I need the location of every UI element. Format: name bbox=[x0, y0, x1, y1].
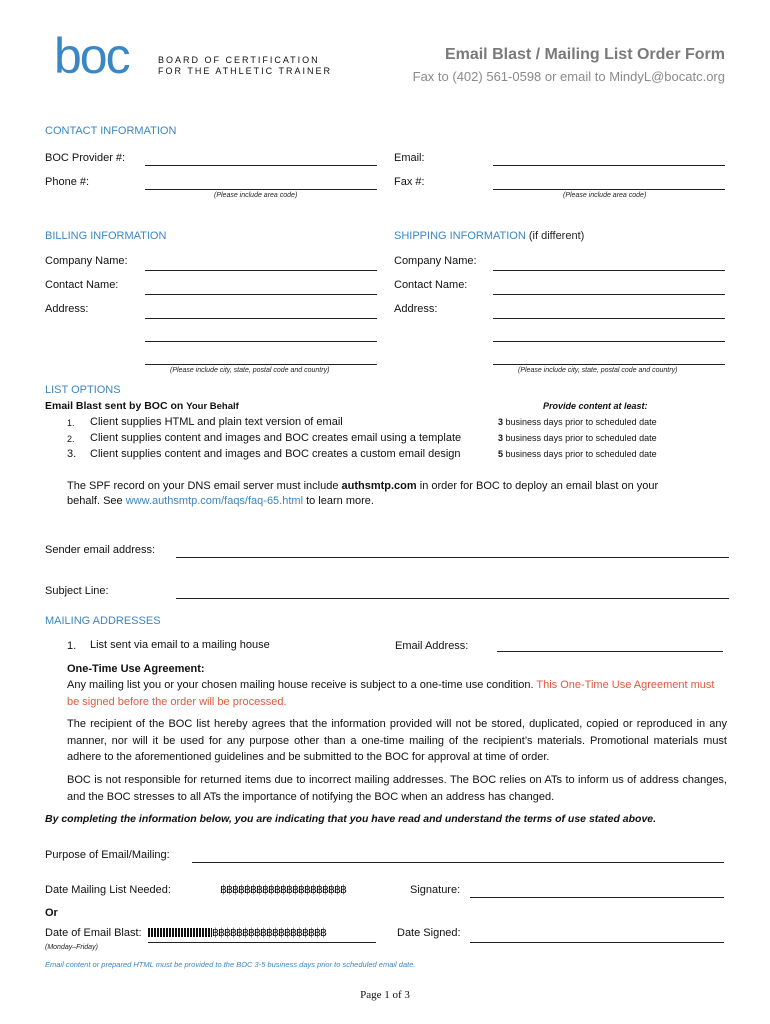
shipping-company-field[interactable] bbox=[493, 270, 725, 271]
spf-note-line-1 bbox=[67, 479, 658, 493]
spf-text-1: The SPF record on your DNS email server must include bbox=[67, 480, 342, 492]
date-needed-label: Date Mailing List Needed: bbox=[45, 884, 171, 896]
spf-text-2: in order for BOC to deploy an email blast on your bbox=[416, 480, 659, 492]
billing-contact-label: Contact Name: bbox=[45, 279, 119, 291]
shipping-address-note: (Please include city, state, postal code and country) bbox=[518, 367, 678, 374]
option-3-days-text: business days prior to scheduled date bbox=[505, 449, 657, 459]
email-label: Email: bbox=[394, 152, 425, 164]
sender-email-label: Sender email address: bbox=[45, 544, 156, 556]
subheading-bold: Email Blast sent by BOC on bbox=[45, 400, 184, 412]
agreement-heading: One-Time Use Agreement: bbox=[67, 663, 205, 675]
logo-line-2: FOR THE ATHLETIC TRAINER bbox=[158, 66, 333, 76]
mailing-item-num: 1. bbox=[67, 640, 77, 652]
form-subtitle: Fax to (402) 561-0598 or email to MindyL@bocatc.org bbox=[412, 69, 725, 84]
mailing-email-label: Email Address: bbox=[395, 640, 469, 652]
option-2-text: Client supplies content and images and BOC creates email using a template bbox=[90, 432, 462, 444]
option-3-days-count: 5 bbox=[498, 449, 504, 459]
page-number: Page 1 of 3 bbox=[360, 989, 410, 1001]
shipping-contact-field[interactable] bbox=[493, 294, 725, 295]
shipping-address-field-1[interactable] bbox=[493, 318, 725, 319]
phone-field[interactable] bbox=[145, 189, 377, 190]
date-blast-underline bbox=[148, 942, 376, 943]
shipping-address-field-2[interactable] bbox=[493, 341, 725, 342]
option-3-num: 3. bbox=[67, 448, 77, 460]
list-options-heading: LIST OPTIONS bbox=[45, 384, 121, 396]
email-field[interactable] bbox=[493, 165, 725, 166]
sender-email-field[interactable] bbox=[176, 557, 729, 558]
billing-address-field-3[interactable] bbox=[145, 364, 377, 365]
contact-heading: CONTACT INFORMATION bbox=[45, 125, 177, 137]
phone-label: Phone #: bbox=[45, 176, 90, 188]
purpose-label: Purpose of Email/Mailing: bbox=[45, 849, 170, 861]
mailing-heading: MAILING ADDRESSES bbox=[45, 615, 161, 627]
spf-text-4: to learn more. bbox=[303, 495, 374, 507]
option-2-days-text: business days prior to scheduled date bbox=[505, 433, 657, 443]
subheading-rest: Your Behalf bbox=[186, 401, 239, 412]
billing-address-field-1[interactable] bbox=[145, 318, 377, 319]
mailing-email-field[interactable] bbox=[497, 651, 723, 652]
option-1-num: 1. bbox=[67, 418, 75, 428]
weekday-note: (Monday–Friday) bbox=[45, 944, 98, 951]
fax-label: Fax #: bbox=[394, 176, 425, 188]
subject-line-field[interactable] bbox=[176, 598, 729, 599]
signature-field[interactable] bbox=[470, 897, 724, 898]
date-signed-field[interactable] bbox=[470, 942, 724, 943]
logo-line-1: BOARD OF CERTIFICATION bbox=[158, 55, 320, 65]
list-options-subheading bbox=[45, 399, 239, 414]
purpose-field[interactable] bbox=[192, 862, 724, 863]
boc-logo bbox=[54, 28, 154, 90]
date-signed-label: Date Signed: bbox=[397, 927, 461, 939]
spf-note-line-2 bbox=[67, 494, 374, 508]
option-1-days-text: business days prior to scheduled date bbox=[505, 417, 657, 427]
option-2-num: 2. bbox=[67, 434, 75, 444]
signature-label: Signature: bbox=[410, 884, 461, 896]
shipping-address-field-3[interactable] bbox=[493, 364, 725, 365]
option-1-days bbox=[498, 417, 657, 427]
agreement-p1-warning: This One-Time Use Agreement must be signed before the order will be processed. bbox=[67, 679, 715, 708]
provide-heading: Provide content at least: bbox=[543, 401, 648, 411]
shipping-company-label: Company Name: bbox=[394, 255, 477, 267]
spf-text-3: behalf. See bbox=[67, 495, 126, 507]
agreement-paragraph-3: BOC is not responsible for returned items due to incorrect mailing addresses. The BOC relies on ATs to inform us of address changes, and the BOC stresses to all ATs the importance of notifying the BOC when an address has changed. bbox=[67, 774, 727, 803]
billing-company-label: Company Name: bbox=[45, 255, 128, 267]
billing-contact-field[interactable] bbox=[145, 294, 377, 295]
billing-company-field[interactable] bbox=[145, 270, 377, 271]
provider-label: BOC Provider #: bbox=[45, 152, 126, 164]
date-needed-field[interactable]: ฿฿฿฿฿฿฿฿฿฿฿฿฿฿฿฿฿฿฿฿฿ bbox=[220, 884, 346, 896]
footnote: Email content or prepared HTML must be provided to the BOC 3-5 business days prior to scheduled email date. bbox=[45, 960, 416, 969]
option-2-days bbox=[498, 433, 657, 443]
agreement-paragraph-1 bbox=[67, 677, 727, 710]
provider-field[interactable] bbox=[145, 165, 377, 166]
mailing-item-text: List sent via email to a mailing house bbox=[90, 639, 270, 651]
date-blast-field[interactable]: ฿฿฿฿฿฿฿฿฿฿฿฿฿฿฿฿฿฿฿ bbox=[212, 927, 326, 939]
billing-heading: BILLING INFORMATION bbox=[45, 230, 167, 242]
date-blast-redaction bbox=[148, 928, 212, 937]
option-1-text: Client supplies HTML and plain text version of email bbox=[90, 416, 343, 428]
date-blast-label: Date of Email Blast: bbox=[45, 927, 142, 939]
form-title: Email Blast / Mailing List Order Form bbox=[444, 46, 725, 63]
spf-faq-link[interactable]: www.authsmtp.com/faqs/faq-65.html bbox=[125, 495, 304, 507]
spf-host: authsmtp.com bbox=[341, 480, 417, 492]
shipping-heading-suffix: (if different) bbox=[528, 230, 585, 242]
or-label: Or bbox=[45, 907, 58, 919]
fax-field[interactable] bbox=[493, 189, 725, 190]
option-2-days-count: 3 bbox=[498, 433, 504, 443]
agreement-paragraph-2: The recipient of the BOC list hereby agrees that the information provided will not be stored, duplicated, copied or reproduced in any manner, nor will it be used for any purpose other than a one-time mailing of the recipient’s materials. Promotional materials must adhere to the aforementioned guidelines and be submitted to the BOC for approval at time of order. bbox=[67, 718, 727, 763]
shipping-heading-text: SHIPPING INFORMATION bbox=[394, 230, 526, 242]
subject-line-label: Subject Line: bbox=[45, 585, 109, 597]
billing-address-field-2[interactable] bbox=[145, 341, 377, 342]
agreement-confirm: By completing the information below, you are indicating that you have read and understand the terms of use stated above. bbox=[45, 813, 657, 825]
shipping-heading bbox=[394, 230, 584, 242]
billing-address-label: Address: bbox=[45, 303, 89, 315]
phone-area-code-note: (Please include area code) bbox=[214, 192, 298, 199]
fax-area-code-note: (Please include area code) bbox=[563, 192, 647, 199]
logo-mark: boc bbox=[54, 28, 129, 84]
option-3-text: Client supplies content and images and BOC creates a custom email design bbox=[90, 448, 461, 460]
agreement-p1-text: Any mailing list you or your chosen mailing house receive is subject to a one-time use condition. bbox=[67, 679, 537, 691]
shipping-contact-label: Contact Name: bbox=[394, 279, 468, 291]
option-3-days bbox=[498, 449, 657, 459]
option-1-days-count: 3 bbox=[498, 417, 504, 427]
billing-address-note: (Please include city, state, postal code and country) bbox=[170, 367, 330, 374]
shipping-address-label: Address: bbox=[394, 303, 438, 315]
